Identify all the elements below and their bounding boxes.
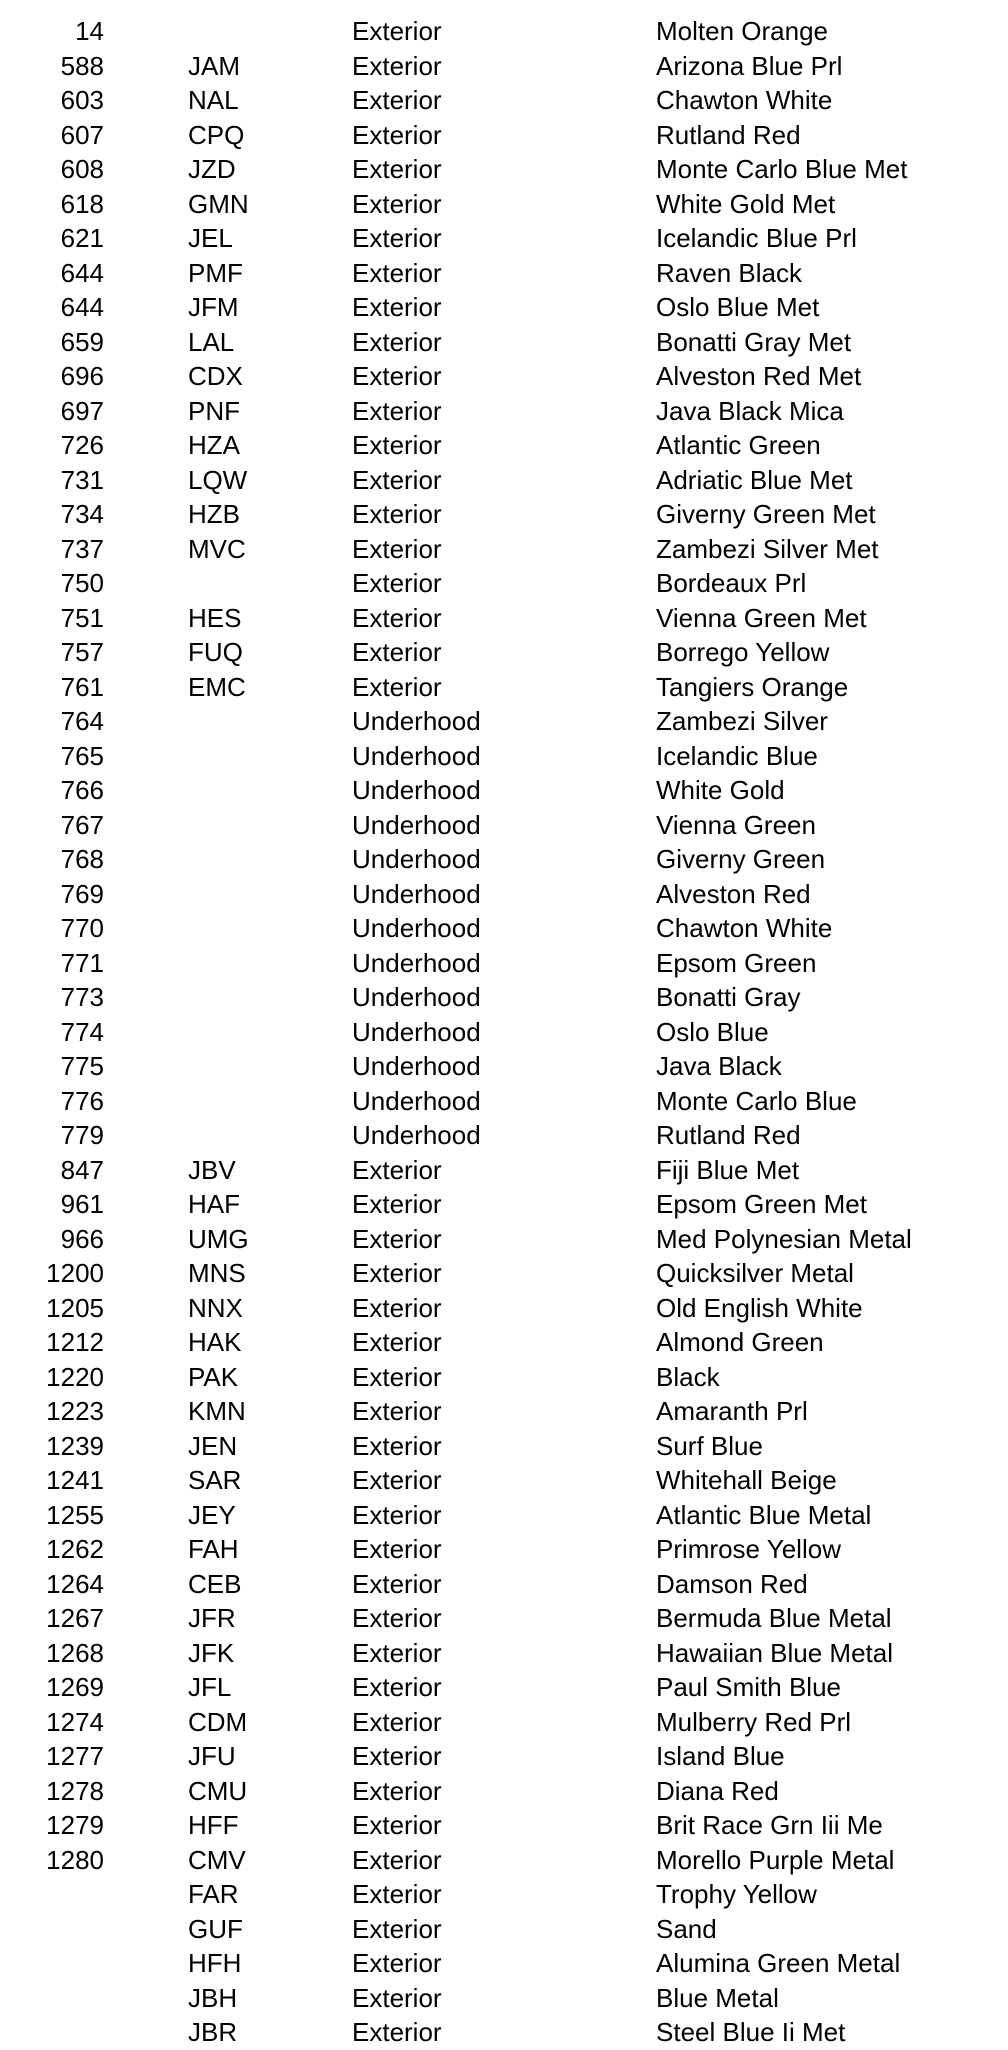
paint-color-name-cell: Oslo Blue Met	[656, 292, 820, 322]
table-row	[0, 704, 1008, 739]
table-row	[0, 1670, 1008, 1705]
paint-number-cell: 847	[60, 1154, 104, 1185]
paint-location-cell: Exterior	[352, 1741, 442, 1771]
paint-color-name-cell: Alveston Red Met	[656, 361, 862, 391]
paint-location-cell: Exterior	[352, 602, 442, 633]
paint-number-cell: 1278	[46, 1775, 104, 1806]
table-row	[0, 1843, 1008, 1878]
paint-number-cell: 771	[60, 947, 104, 978]
paint-code-cell: JFM	[188, 292, 239, 322]
table-row	[0, 1187, 1008, 1222]
paint-code-cell: GMN	[188, 188, 249, 219]
paint-color-name-cell: Rutland Red	[656, 1120, 801, 1150]
table-row	[0, 1981, 1008, 2016]
paint-location-cell: Underhood	[352, 947, 481, 978]
paint-location-cell: Exterior	[352, 395, 442, 426]
paint-number-cell: 644	[60, 292, 104, 322]
paint-number-cell: 1268	[46, 1637, 104, 1668]
paint-code-cell: CDM	[188, 1706, 248, 1737]
paint-color-name-cell: Bonatti Gray Met	[656, 326, 852, 357]
paint-number-cell: 761	[60, 671, 104, 702]
paint-location-cell: Exterior	[352, 1154, 442, 1185]
paint-color-name-cell: Primrose Yellow	[656, 1534, 841, 1564]
paint-location-cell: Exterior	[352, 1775, 442, 1806]
table-row	[0, 1636, 1008, 1671]
paint-code-cell: JEY	[188, 1499, 236, 1530]
paint-color-name-cell: Black	[656, 1361, 720, 1392]
paint-color-name-cell: Damson Red	[656, 1568, 808, 1599]
paint-code-table	[0, 14, 1008, 2050]
paint-code-cell: CMU	[188, 1775, 248, 1806]
paint-code-cell: PNF	[188, 395, 240, 426]
paint-color-name-cell: Tangiers Orange	[656, 671, 849, 702]
paint-code-cell: FAH	[188, 1534, 239, 1564]
paint-location-cell: Exterior	[352, 499, 442, 529]
table-row	[0, 2015, 1008, 2050]
table-row	[0, 1877, 1008, 1912]
paint-color-name-cell: Icelandic Blue	[656, 740, 818, 771]
paint-code-cell: HZA	[188, 430, 240, 460]
table-row	[0, 325, 1008, 360]
paint-number-cell: 769	[60, 878, 104, 909]
paint-color-name-cell: Adriatic Blue Met	[656, 464, 853, 495]
paint-location-cell: Exterior	[352, 1534, 442, 1564]
paint-code-cell: PMF	[188, 257, 243, 288]
paint-color-name-cell: Atlantic Blue Metal	[656, 1499, 872, 1530]
table-row	[0, 1153, 1008, 1188]
table-row	[0, 1256, 1008, 1291]
paint-code-cell: FUQ	[188, 637, 243, 667]
paint-number-cell: 751	[60, 602, 104, 633]
paint-code-cell: GUF	[188, 1913, 243, 1944]
paint-color-name-cell: Surf Blue	[656, 1430, 763, 1461]
paint-number-cell: 1212	[46, 1327, 104, 1357]
table-row	[0, 1463, 1008, 1498]
paint-color-name-cell: Atlantic Green	[656, 430, 821, 460]
paint-code-cell: LQW	[188, 464, 248, 495]
paint-color-name-cell: Trophy Yellow	[656, 1879, 817, 1909]
table-row	[0, 394, 1008, 429]
paint-number-cell: 767	[60, 809, 104, 840]
table-row	[0, 290, 1008, 325]
paint-number-cell: 966	[60, 1223, 104, 1254]
paint-number-cell: 770	[60, 913, 104, 943]
paint-location-cell: Exterior	[352, 1637, 442, 1668]
paint-color-name-cell: Med Polynesian Metal	[656, 1223, 912, 1254]
table-row	[0, 532, 1008, 567]
paint-color-name-cell: Borrego Yellow	[656, 637, 830, 667]
paint-code-cell: CPQ	[188, 119, 245, 150]
paint-color-name-cell: Bordeaux Prl	[656, 568, 807, 598]
table-row	[0, 1429, 1008, 1464]
table-row	[0, 1912, 1008, 1947]
paint-number-cell: 764	[60, 706, 104, 736]
paint-color-name-cell: Mulberry Red Prl	[656, 1706, 852, 1737]
paint-number-cell: 750	[60, 568, 104, 598]
table-row	[0, 1601, 1008, 1636]
table-row	[0, 1808, 1008, 1843]
table-row	[0, 1222, 1008, 1257]
paint-number-cell: 773	[60, 982, 104, 1012]
table-row	[0, 842, 1008, 877]
table-row	[0, 601, 1008, 636]
paint-number-cell: 1264	[46, 1568, 104, 1599]
table-row	[0, 946, 1008, 981]
paint-number-cell: 659	[60, 326, 104, 357]
paint-location-cell: Exterior	[352, 1844, 442, 1875]
table-row	[0, 49, 1008, 84]
table-row	[0, 1291, 1008, 1326]
table-row	[0, 1394, 1008, 1429]
paint-location-cell: Exterior	[352, 1706, 442, 1737]
paint-location-cell: Exterior	[352, 1465, 442, 1495]
paint-number-cell: 1241	[46, 1465, 104, 1495]
table-row	[0, 359, 1008, 394]
paint-color-name-cell: Rutland Red	[656, 119, 801, 150]
paint-code-cell: JBH	[188, 1982, 238, 2013]
paint-number-cell: 1239	[46, 1430, 104, 1461]
paint-color-name-cell: Brit Race Grn Iii Me	[656, 1810, 883, 1840]
paint-number-cell: 1279	[46, 1810, 104, 1840]
paint-color-name-cell: Oslo Blue	[656, 1016, 769, 1047]
paint-color-name-cell: Amaranth Prl	[656, 1396, 808, 1426]
paint-color-name-cell: Diana Red	[656, 1775, 779, 1806]
paint-location-cell: Exterior	[352, 1327, 442, 1357]
paint-location-cell: Underhood	[352, 809, 481, 840]
paint-color-name-cell: White Gold	[656, 775, 785, 805]
paint-code-cell: JFU	[188, 1741, 236, 1771]
paint-code-cell: JAM	[188, 50, 240, 81]
paint-location-cell: Exterior	[352, 16, 442, 46]
table-row	[0, 1049, 1008, 1084]
table-row	[0, 1084, 1008, 1119]
paint-location-cell: Exterior	[352, 1361, 442, 1392]
paint-color-name-cell: Giverny Green Met	[656, 499, 876, 529]
paint-color-name-cell: Monte Carlo Blue Met	[656, 154, 908, 184]
paint-location-cell: Exterior	[352, 257, 442, 288]
table-row	[0, 428, 1008, 463]
paint-code-cell: NNX	[188, 1292, 243, 1323]
paint-location-cell: Exterior	[352, 1258, 442, 1288]
paint-code-cell: FAR	[188, 1879, 239, 1909]
paint-color-name-cell: Alveston Red	[656, 878, 811, 909]
paint-number-cell: 1220	[46, 1361, 104, 1392]
paint-color-name-cell: Whitehall Beige	[656, 1465, 837, 1495]
paint-number-cell: 1205	[46, 1292, 104, 1323]
paint-location-cell: Exterior	[352, 50, 442, 81]
table-row	[0, 1567, 1008, 1602]
table-row	[0, 566, 1008, 601]
table-row	[0, 1774, 1008, 1809]
paint-number-cell: 621	[60, 223, 104, 253]
paint-color-name-cell: Steel Blue Ii Met	[656, 2017, 846, 2047]
paint-color-name-cell: Bonatti Gray	[656, 982, 801, 1012]
paint-location-cell: Exterior	[352, 1189, 442, 1219]
paint-location-cell: Exterior	[352, 1223, 442, 1254]
paint-location-cell: Exterior	[352, 1879, 442, 1909]
paint-number-cell: 775	[60, 1051, 104, 1081]
paint-color-name-cell: White Gold Met	[656, 188, 836, 219]
paint-color-name-cell: Almond Green	[656, 1327, 824, 1357]
paint-location-cell: Underhood	[352, 878, 481, 909]
paint-code-cell: NAL	[188, 85, 239, 115]
paint-code-cell: HFF	[188, 1810, 239, 1840]
paint-location-cell: Exterior	[352, 292, 442, 322]
paint-code-cell: JFR	[188, 1603, 236, 1633]
paint-location-cell: Exterior	[352, 671, 442, 702]
paint-color-name-cell: Sand	[656, 1913, 717, 1944]
paint-code-cell: JBV	[188, 1154, 236, 1185]
table-row	[0, 1739, 1008, 1774]
paint-number-cell: 1200	[46, 1258, 104, 1288]
paint-location-cell: Exterior	[352, 1913, 442, 1944]
paint-location-cell: Underhood	[352, 740, 481, 771]
paint-location-cell: Exterior	[352, 1672, 442, 1702]
paint-code-cell: HAF	[188, 1189, 240, 1219]
paint-number-cell: 734	[60, 499, 104, 529]
paint-number-cell: 1277	[46, 1741, 104, 1771]
paint-number-cell: 1280	[46, 1844, 104, 1875]
table-row	[0, 83, 1008, 118]
paint-number-cell: 765	[60, 740, 104, 771]
paint-code-cell: LAL	[188, 326, 235, 357]
paint-location-cell: Exterior	[352, 637, 442, 667]
table-row	[0, 808, 1008, 843]
paint-location-cell: Exterior	[352, 1499, 442, 1530]
paint-color-name-cell: Raven Black	[656, 257, 802, 288]
paint-code-cell: JBR	[188, 2017, 238, 2047]
paint-color-name-cell: Quicksilver Metal	[656, 1258, 854, 1288]
paint-location-cell: Exterior	[352, 1810, 442, 1840]
paint-code-cell: JZD	[188, 154, 236, 184]
paint-location-cell: Exterior	[352, 2017, 442, 2047]
table-row	[0, 635, 1008, 670]
paint-location-cell: Exterior	[352, 1603, 442, 1633]
paint-location-cell: Underhood	[352, 1016, 481, 1047]
paint-color-name-cell: Hawaiian Blue Metal	[656, 1637, 894, 1668]
paint-color-name-cell: Chawton White	[656, 913, 833, 943]
paint-location-cell: Exterior	[352, 568, 442, 598]
paint-location-cell: Exterior	[352, 1982, 442, 2013]
table-row	[0, 1015, 1008, 1050]
table-row	[0, 497, 1008, 532]
paint-location-cell: Exterior	[352, 119, 442, 150]
paint-number-cell: 14	[75, 16, 104, 46]
paint-number-cell: 726	[60, 430, 104, 460]
table-row	[0, 1325, 1008, 1360]
paint-location-cell: Underhood	[352, 982, 481, 1012]
paint-code-cell: CMV	[188, 1844, 246, 1875]
paint-number-cell: 644	[60, 257, 104, 288]
paint-location-cell: Exterior	[352, 1430, 442, 1461]
paint-code-cell: MNS	[188, 1258, 246, 1288]
paint-number-cell: 607	[60, 119, 104, 150]
paint-code-cell: UMG	[188, 1223, 249, 1254]
paint-color-name-cell: Old English White	[656, 1292, 863, 1323]
paint-color-name-cell: Java Black Mica	[656, 395, 844, 426]
paint-location-cell: Underhood	[352, 844, 481, 874]
paint-number-cell: 618	[60, 188, 104, 219]
table-row	[0, 187, 1008, 222]
paint-number-cell: 776	[60, 1085, 104, 1116]
paint-color-name-cell: Giverny Green	[656, 844, 826, 874]
paint-color-name-cell: Vienna Green Met	[656, 602, 867, 633]
paint-number-cell: 757	[60, 637, 104, 667]
paint-location-cell: Underhood	[352, 1051, 481, 1081]
table-row	[0, 877, 1008, 912]
paint-color-name-cell: Monte Carlo Blue	[656, 1085, 857, 1116]
paint-number-cell: 766	[60, 775, 104, 805]
paint-location-cell: Exterior	[352, 430, 442, 460]
paint-color-name-cell: Icelandic Blue Prl	[656, 223, 857, 253]
paint-location-cell: Exterior	[352, 464, 442, 495]
table-row	[0, 14, 1008, 49]
table-row	[0, 463, 1008, 498]
paint-number-cell: 1267	[46, 1603, 104, 1633]
paint-number-cell: 1269	[46, 1672, 104, 1702]
paint-color-name-cell: Blue Metal	[656, 1982, 779, 2013]
paint-code-cell: CDX	[188, 361, 243, 391]
table-row	[0, 1360, 1008, 1395]
paint-code-cell: PAK	[188, 1361, 239, 1392]
paint-number-cell: 608	[60, 154, 104, 184]
paint-number-cell: 1223	[46, 1396, 104, 1426]
paint-code-cell: EMC	[188, 671, 246, 702]
paint-number-cell: 1255	[46, 1499, 104, 1530]
paint-number-cell: 768	[60, 844, 104, 874]
paint-code-cell: MVC	[188, 533, 246, 564]
paint-code-cell: JFK	[188, 1637, 235, 1668]
paint-location-cell: Exterior	[352, 223, 442, 253]
paint-code-cell: KMN	[188, 1396, 246, 1426]
paint-code-cell: SAR	[188, 1465, 242, 1495]
paint-color-name-cell: Island Blue	[656, 1741, 785, 1771]
table-row	[0, 911, 1008, 946]
paint-color-name-cell: Arizona Blue Prl	[656, 50, 843, 81]
paint-number-cell: 737	[60, 533, 104, 564]
paint-code-cell: HAK	[188, 1327, 242, 1357]
paint-location-cell: Exterior	[352, 1396, 442, 1426]
paint-color-name-cell: Chawton White	[656, 85, 833, 115]
paint-location-cell: Exterior	[352, 1292, 442, 1323]
paint-location-cell: Underhood	[352, 706, 481, 736]
paint-number-cell: 696	[60, 361, 104, 391]
table-row	[0, 1532, 1008, 1567]
paint-color-name-cell: Fiji Blue Met	[656, 1154, 800, 1185]
paint-color-name-cell: Epsom Green Met	[656, 1189, 867, 1219]
table-row	[0, 256, 1008, 291]
table-row	[0, 118, 1008, 153]
table-row	[0, 980, 1008, 1015]
paint-color-name-cell: Paul Smith Blue	[656, 1672, 841, 1702]
table-row	[0, 152, 1008, 187]
table-row	[0, 1118, 1008, 1153]
paint-color-name-cell: Morello Purple Metal	[656, 1844, 895, 1875]
paint-color-name-cell: Java Black	[656, 1051, 782, 1081]
paint-location-cell: Exterior	[352, 533, 442, 564]
table-row	[0, 1705, 1008, 1740]
paint-color-name-cell: Alumina Green Metal	[656, 1948, 901, 1978]
paint-number-cell: 603	[60, 85, 104, 115]
paint-code-cell: HZB	[188, 499, 240, 529]
paint-code-cell: CEB	[188, 1568, 242, 1599]
paint-code-cell: JFL	[188, 1672, 232, 1702]
paint-location-cell: Exterior	[352, 188, 442, 219]
table-row	[0, 1498, 1008, 1533]
table-row	[0, 670, 1008, 705]
table-row	[0, 221, 1008, 256]
table-row	[0, 773, 1008, 808]
paint-code-cell: JEL	[188, 223, 233, 253]
table-row	[0, 739, 1008, 774]
paint-location-cell: Exterior	[352, 1568, 442, 1599]
paint-number-cell: 1274	[46, 1706, 104, 1737]
paint-color-name-cell: Vienna Green	[656, 809, 816, 840]
paint-code-cell: HES	[188, 602, 242, 633]
paint-number-cell: 697	[60, 395, 104, 426]
paint-location-cell: Underhood	[352, 1120, 481, 1150]
paint-number-cell: 1262	[46, 1534, 104, 1564]
paint-location-cell: Underhood	[352, 775, 481, 805]
paint-location-cell: Exterior	[352, 154, 442, 184]
paint-number-cell: 779	[60, 1120, 104, 1150]
paint-code-cell: JEN	[188, 1430, 238, 1461]
paint-number-cell: 588	[60, 50, 104, 81]
table-row	[0, 1946, 1008, 1981]
paint-color-name-cell: Bermuda Blue Metal	[656, 1603, 892, 1633]
paint-location-cell: Exterior	[352, 326, 442, 357]
paint-color-name-cell: Epsom Green	[656, 947, 817, 978]
paint-color-name-cell: Zambezi Silver Met	[656, 533, 879, 564]
paint-location-cell: Exterior	[352, 85, 442, 115]
paint-location-cell: Underhood	[352, 1085, 481, 1116]
paint-number-cell: 774	[60, 1016, 104, 1047]
paint-location-cell: Underhood	[352, 913, 481, 943]
paint-number-cell: 961	[60, 1189, 104, 1219]
paint-code-cell: HFH	[188, 1948, 242, 1978]
paint-color-name-cell: Molten Orange	[656, 16, 828, 46]
paint-number-cell: 731	[60, 464, 104, 495]
paint-color-name-cell: Zambezi Silver	[656, 706, 828, 736]
paint-location-cell: Exterior	[352, 1948, 442, 1978]
paint-location-cell: Exterior	[352, 361, 442, 391]
